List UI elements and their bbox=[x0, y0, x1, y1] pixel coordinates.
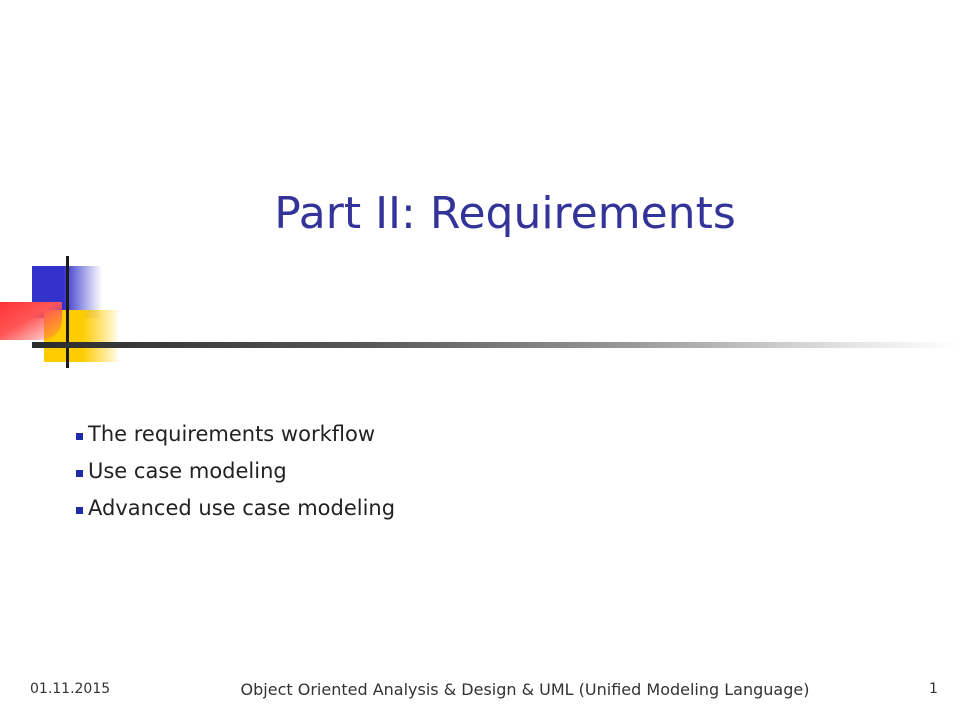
bullet-text: Use case modeling bbox=[88, 458, 287, 483]
square-bullet-icon bbox=[76, 433, 83, 440]
bullet-text: Advanced use case modeling bbox=[88, 495, 396, 520]
footer-date: 01.11.2015 bbox=[30, 681, 111, 697]
bullet-list bbox=[76, 415, 395, 526]
vertical-rule bbox=[66, 256, 69, 368]
title-decoration bbox=[0, 250, 960, 370]
square-bullet-icon bbox=[76, 507, 83, 514]
page-number: 1 bbox=[929, 681, 938, 697]
bullet-item bbox=[76, 489, 395, 526]
square-bullet-icon bbox=[76, 470, 83, 477]
bullet-text: The requirements workflow bbox=[88, 421, 375, 446]
red-square-decoration bbox=[0, 302, 62, 340]
slide-title: Part II: Requirements bbox=[274, 188, 736, 239]
bullet-item bbox=[76, 415, 395, 452]
horizontal-rule bbox=[32, 342, 960, 348]
bullet-item bbox=[76, 452, 395, 489]
footer-title: Object Oriented Analysis & Design & UML (Unified Modeling Language) bbox=[240, 680, 810, 699]
